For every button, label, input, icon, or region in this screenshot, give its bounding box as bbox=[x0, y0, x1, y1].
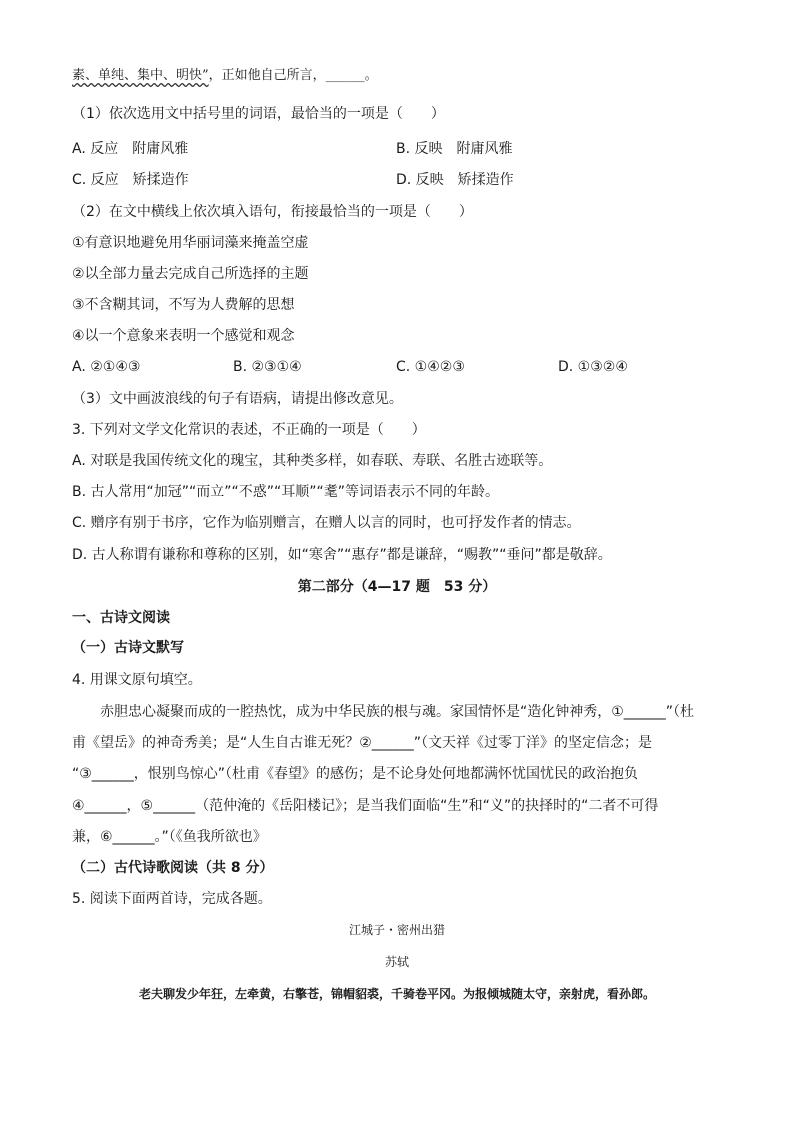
q4-option-c: C. 赠序有别于书序，它作为临别赠言，在赠人以言的同时，也可抒发作者的情志。 bbox=[72, 515, 581, 531]
poem-author: 苏轼 bbox=[384, 955, 409, 969]
q5-paragraph-line-2: 甫《望岳》的神奇秀美；是“人生自古谁无死？②______”（文天祥《过零丁洋》的坚定信念；是 bbox=[72, 735, 653, 751]
poem-title: 江城子・密州出猎 bbox=[348, 923, 445, 937]
q5-paragraph-line-5: 兼，⑥______。”（《鱼我所欲也》 bbox=[72, 829, 267, 845]
q2-sentence-3: ③不含糊其词，不写为人费解的思想 bbox=[72, 297, 295, 313]
q6-stem: 5. 阅读下面两首诗，完成各题。 bbox=[72, 891, 272, 907]
q2-option-d: D. ①③②④ bbox=[558, 359, 628, 375]
section-one-title: 一、古诗文阅读 bbox=[72, 610, 170, 626]
wavy-underlined-sentence: 素、单纯、集中、明快” bbox=[72, 68, 209, 83]
q2-option-b: B. ②③①④ bbox=[233, 359, 302, 375]
q5-paragraph-line-1: 赤胆忠心凝聚而成的一腔热忱，成为中华民族的根与魂。家国情怀是“造化钟神秀，①______”（杜 bbox=[100, 704, 695, 720]
top-line-rest: ，正如他自己所言，______。 bbox=[208, 68, 378, 83]
q2-stem: （2）在文中横线上依次填入语句，衔接最恰当的一项是（ ） bbox=[72, 204, 473, 220]
q5-paragraph-line-3: “③______，恨别鸟惊心”（杜甫《春望》的感伤；是不论身处何地都满怀忧国忧民的政治抱负 bbox=[72, 766, 639, 782]
q1-stem: （1）依次选用文中括号里的词语，最恰当的一项是（ ） bbox=[72, 106, 445, 122]
q3-stem: （3）文中画波浪线的句子有语病，请提出修改意见。 bbox=[72, 391, 403, 407]
q1-option-a: A. 反应 附庸风雅 bbox=[72, 141, 189, 157]
q1-option-d: D. 反映 矫揉造作 bbox=[396, 172, 514, 188]
q2-sentence-4: ④以一个意象来表明一个感觉和观念 bbox=[72, 328, 295, 344]
q2-option-a: A. ②①④③ bbox=[72, 359, 141, 375]
q2-sentence-2: ②以全部力量去完成自己所选择的主题 bbox=[72, 266, 309, 282]
part-two-title: 第二部分（4—17 题 53 分） bbox=[297, 579, 497, 595]
q5-paragraph-line-4: ④______，⑤______（范仲淹的《岳阳楼记》；是当我们面临“生”和“义”的抉择时的“二者不可得 bbox=[72, 798, 659, 814]
q4-option-d: D. 古人称谓有谦称和尊称的区别，如“寒舍”“惠存”都是谦辞，“赐教”“垂问”都是敬辞。 bbox=[72, 547, 612, 563]
top-line bbox=[72, 66, 378, 86]
poem-line-1: 老夫聊发少年狂，左牵黄，右擎苍，锦帽貂裘，千骑卷平冈。为报倾城随太守，亲射虎，看孙郎。 bbox=[138, 987, 655, 1001]
q1-option-c: C. 反应 矫揉造作 bbox=[72, 172, 189, 188]
q2-option-c: C. ①④②③ bbox=[396, 359, 465, 375]
subsection-one-title: （一）古诗文默写 bbox=[72, 640, 184, 656]
q2-sentence-1: ①有意识地避免用华丽词藻来掩盖空虚 bbox=[72, 235, 309, 251]
q4-option-b: B. 古人常用“加冠”“而立”“不惑”“耳顺”“耄”等词语表示不同的年龄。 bbox=[72, 484, 500, 500]
q4-option-a: A. 对联是我国传统文化的瑰宝，其种类多样，如春联、寿联、名胜古迹联等。 bbox=[72, 453, 553, 469]
q1-option-b: B. 反映 附庸风雅 bbox=[396, 141, 513, 157]
subsection-two-title: （二）古代诗歌阅读（共 8 分） bbox=[72, 860, 274, 876]
q5-stem: 4. 用课文原句填空。 bbox=[72, 672, 202, 688]
q4-stem: 3. 下列对文学文化常识的表述，不正确的一项是（ ） bbox=[72, 422, 426, 438]
